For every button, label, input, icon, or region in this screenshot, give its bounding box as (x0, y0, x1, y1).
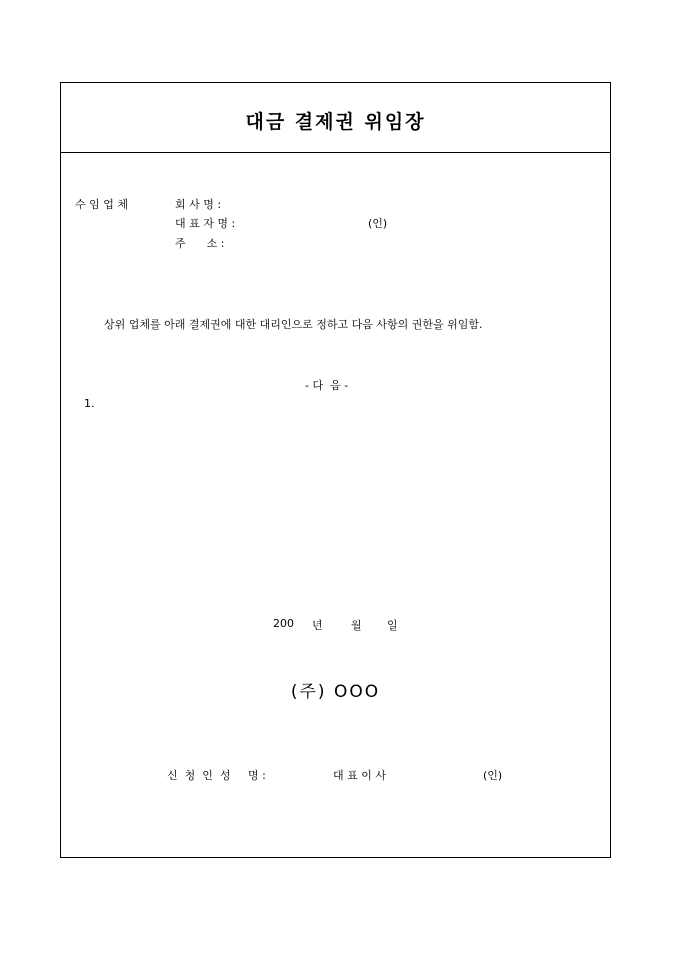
details-heading: - 다 음 - (305, 379, 349, 392)
item-1-number: 1. (84, 397, 95, 410)
document-frame (60, 82, 611, 858)
company-name-label: 회 사 명 : (175, 198, 222, 211)
recipient-section-label: 수 임 업 체 (75, 198, 128, 211)
company-name: (주) OOO (290, 682, 381, 702)
address-label: 주 소 : (175, 237, 225, 250)
delegation-statement: 상위 업체를 아래 결제권에 대한 대리인으로 정하고 다음 사항의 권한을 위임함. (104, 318, 483, 331)
document-title: 대금 결제권 위임장 (245, 111, 426, 133)
representative-seal-mark: (인) (368, 217, 388, 230)
applicant-label: 신 청 인 성 명 : (167, 769, 266, 782)
date-month-unit: 월 (351, 619, 362, 632)
applicant-seal-mark: (인) (483, 769, 503, 782)
applicant-title: 대 표 이 사 (333, 769, 386, 782)
date-year: 200 (273, 617, 294, 630)
title-row (61, 83, 610, 153)
date-day-unit: 일 (387, 619, 398, 632)
date-year-unit: 년 (312, 619, 323, 632)
representative-label: 대 표 자 명 : (175, 217, 236, 230)
